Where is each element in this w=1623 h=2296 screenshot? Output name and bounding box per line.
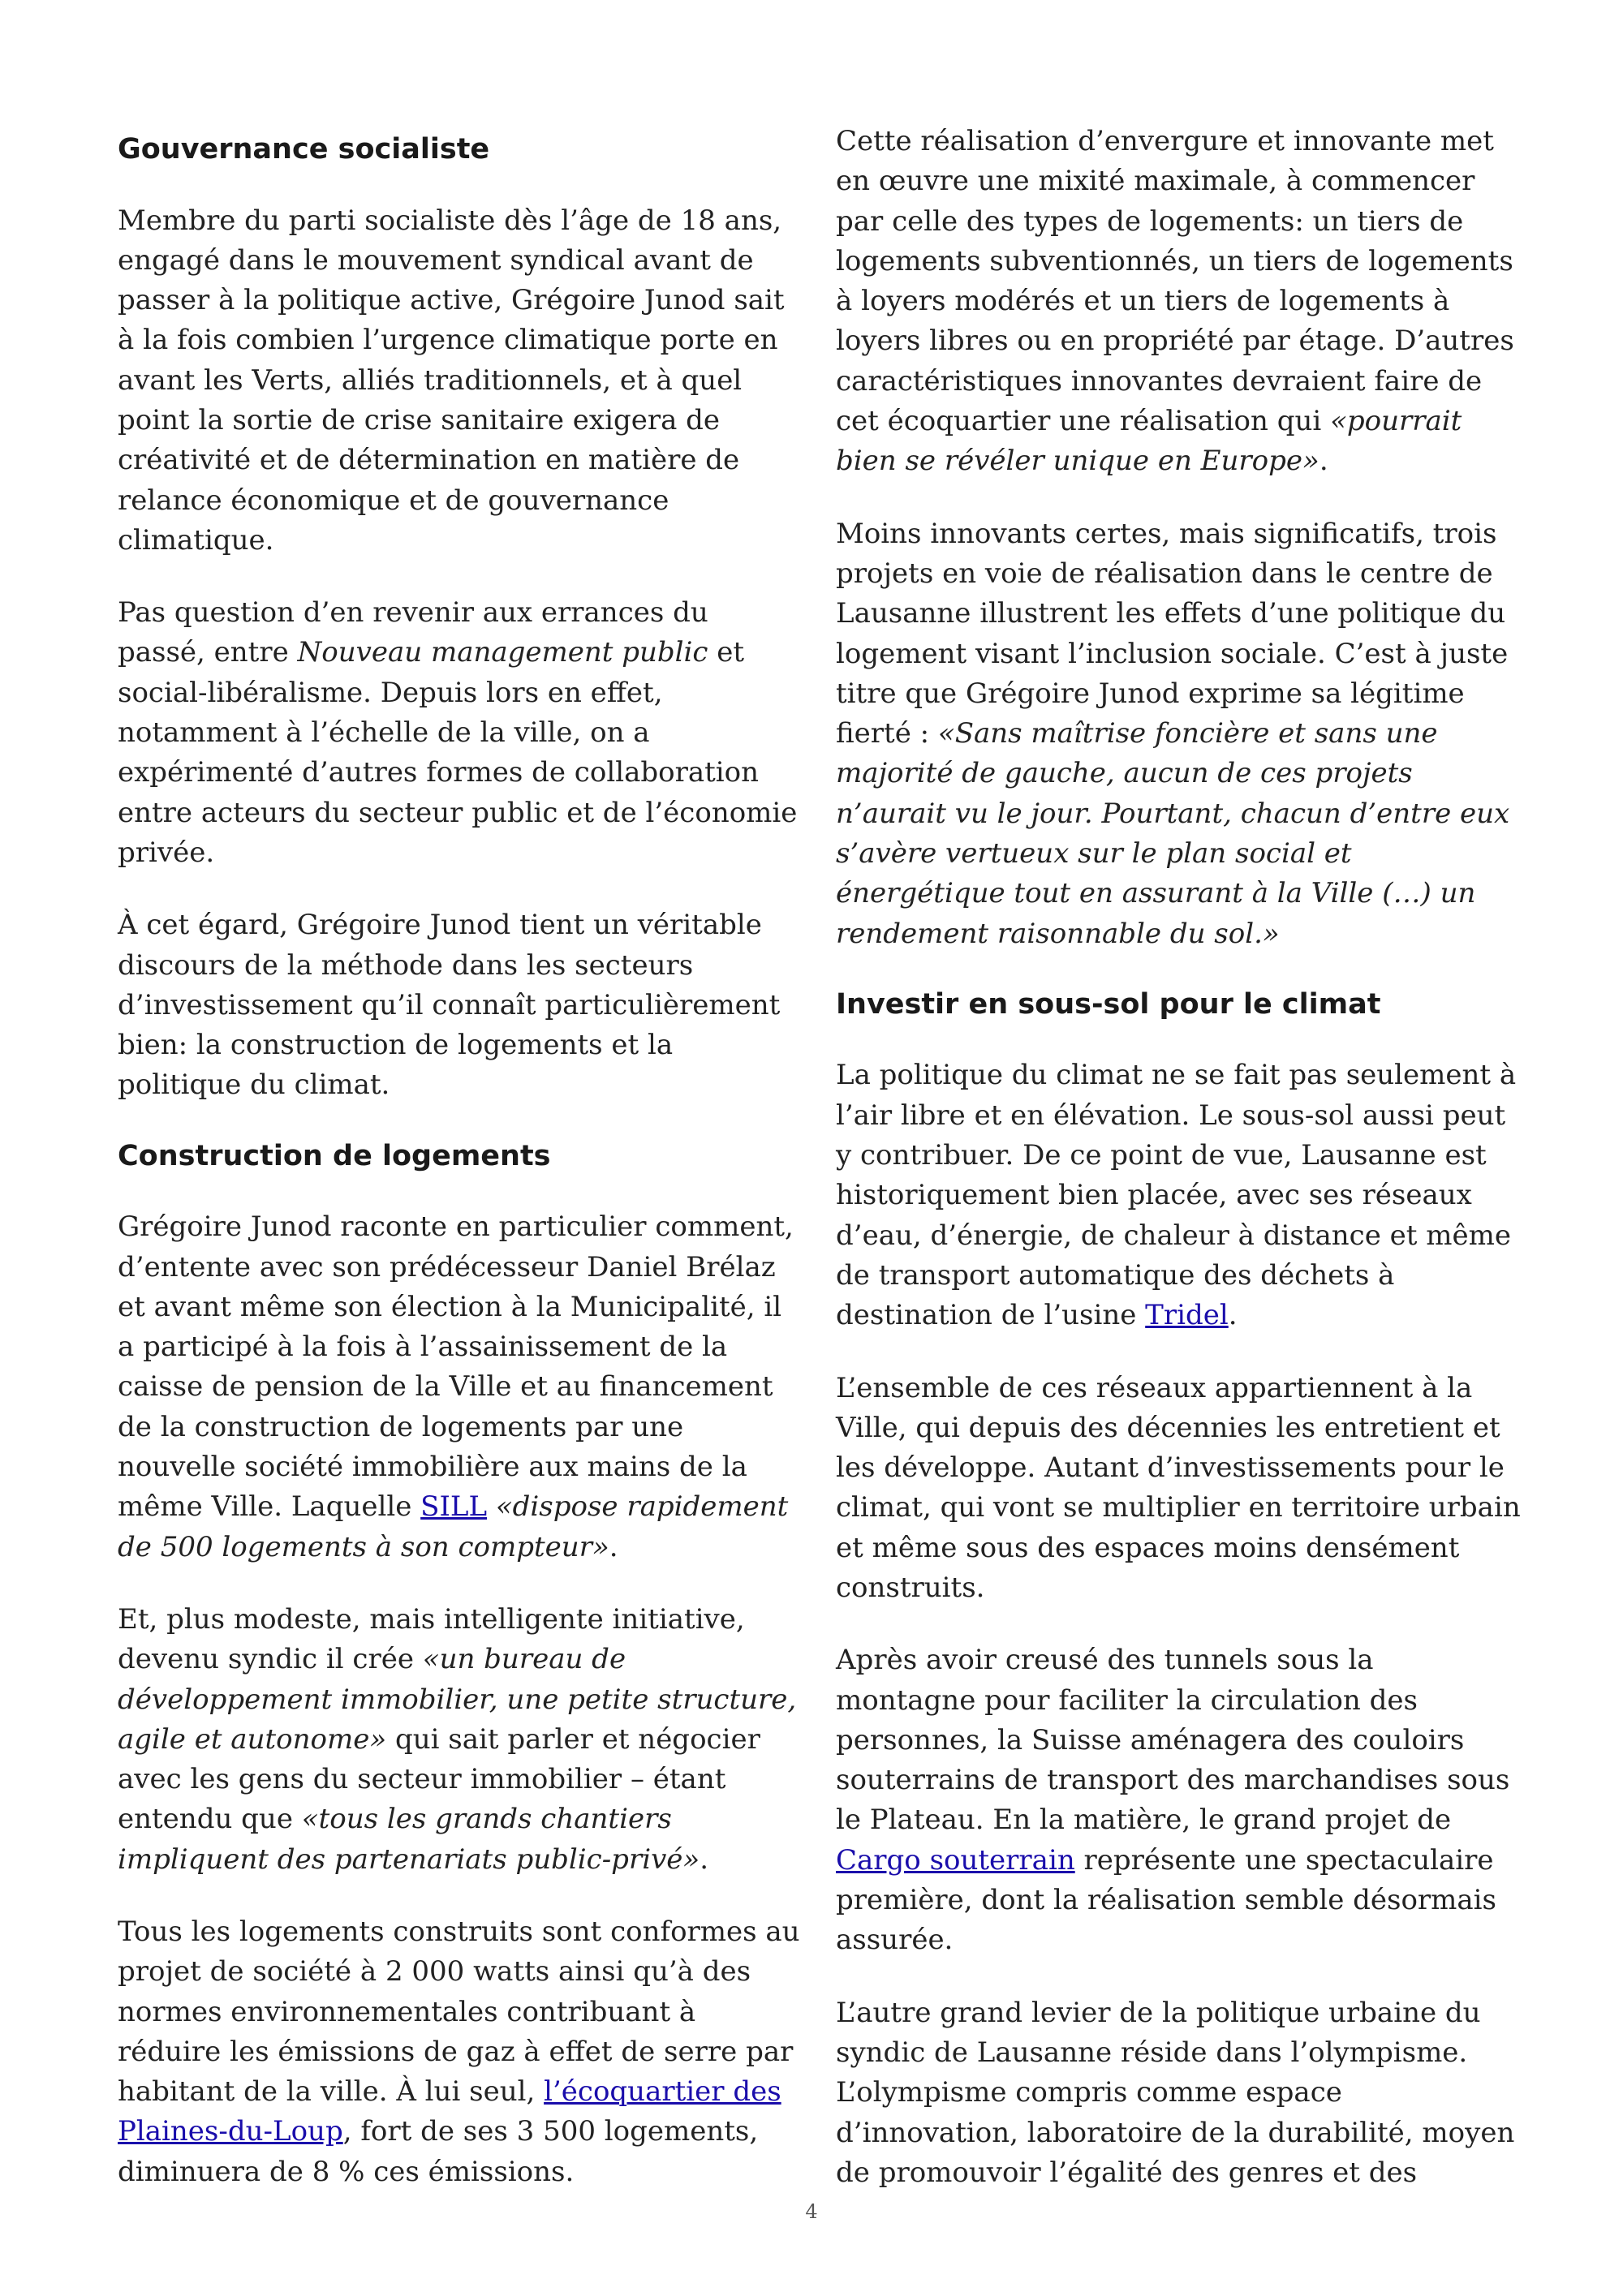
link-tridel[interactable]: Tridel xyxy=(1145,1299,1229,1332)
quote-unique-europe: «pourrait bien se révéler unique en Europe» xyxy=(836,405,1462,478)
text-run: . xyxy=(700,1842,709,1876)
paragraph-olympisme: L’autre grand levier de la politique urbaine du syndic de Lausanne réside dans l’olympisme. L’olympisme compris comme espace d’innovation, laboratoire de la durabilité, moyen de promouvoir l’égalité des genres et des xyxy=(836,1996,1515,2189)
text-run: . xyxy=(609,1530,618,1563)
heading-investir-sous-sol: Investir en sous-sol pour le climat xyxy=(836,987,1381,1021)
text-run: Et, plus modeste, mais intelligente initiative, devenu syndic il crée xyxy=(118,1602,745,1676)
paragraph-tunnels-montagne xyxy=(836,1640,1522,1960)
heading-construction-logements: Construction de logements xyxy=(118,1139,551,1172)
emphasis-nouveau-management: Nouveau management public xyxy=(297,636,708,669)
text-run: Pas question d’en revenir aux errances du passé, entre xyxy=(118,596,708,669)
text-run: La politique du climat ne se fait pas seulement à l’air libre et en élévation. Le sous-sol aussi peut y contribuer. De ce point de vue, Lausanne est historiquement bien placée, avec ses réseaux d’eau, d’énergie, de chaleur à distance et même de transport automatique des déchets à destination de l’usine xyxy=(836,1059,1517,1332)
text-run: Tous les logements construits sont conformes au projet de société à 2 000 watts ainsi qu’à des normes environnementales contribuant à réduire les émissions de gaz à effet de serre par habitant de la ville. À lui seul, xyxy=(118,1915,800,2109)
text-run: qui sait parler et négocier avec les gens du secteur immobilier – étant entendu que xyxy=(118,1722,760,1836)
paragraph-errances-passe xyxy=(118,593,803,873)
text-run: Après avoir creusé des tunnels sous la montagne pour faciliter la circulation des personnes, la Suisse aménagera des couloirs souterrains de transport des marchandises sous le Plateau. En la matière, le grand projet de xyxy=(836,1644,1510,1837)
text-run: représente une spectaculaire première, dont la réalisation semble désormais assurée. xyxy=(836,1843,1497,1957)
paragraph-logements-conformes xyxy=(118,1912,803,2192)
paragraph-membre-parti: Membre du parti socialiste dès l’âge de 18 ans, engagé dans le mouvement syndical avant de passer à la politique active, Grégoire Junod sait à la fois combien l’urgence climatique porte en avant les Verts, alliés traditionnels, et à quel point la sortie de crise sanitaire exigera de créativité et de détermination en matière de relance économique et de gouvernance climatique. xyxy=(118,204,785,557)
paragraph-raconte-comment xyxy=(118,1207,803,1567)
text-run xyxy=(487,1490,496,1523)
text-run: . xyxy=(1228,1299,1238,1332)
page-number: 4 xyxy=(805,2200,818,2223)
quote-maitrise-fonciere: «Sans maîtrise foncière et sans une majorité de gauche, aucun de ces projets n’aurait vu le jour. Pourtant, chacun d’entre eux s’avère vertueux sur le plan social et énergétique tout en assurant à la Ville (…) un rendement raisonnable du sol.» xyxy=(836,717,1510,950)
paragraph-initiative-modeste xyxy=(118,1600,803,1880)
left-column xyxy=(118,122,803,2225)
text-run: Cette réalisation d’envergure et innovante met en œuvre une mixité maximale, à commencer par celle des types de logements: un tiers de logements subventionnés, un tiers de logements à loyers modérés et un tiers de logements à loyers libres ou en propriété par étage. D’autres caractéristiques innovantes devraient faire de cet écoquartier une réalisation qui xyxy=(836,125,1514,438)
heading-gouvernance-socialiste: Gouvernance socialiste xyxy=(118,133,490,166)
paragraph-moins-innovants xyxy=(836,514,1522,954)
link-sill[interactable]: SILL xyxy=(420,1490,488,1524)
text-run: . xyxy=(1319,445,1328,478)
quote-grands-chantiers: «tous les grands chantiers impliquent des partenariats public-privé» xyxy=(118,1803,700,1876)
quote-bureau-developpement: «un bureau de développement immobilier, une petite structure, agile et autonome» xyxy=(118,1643,797,1756)
text-run: , fort de ses 3 500 logements, diminuera de 8 % ces émissions. xyxy=(118,2115,759,2188)
right-column xyxy=(836,122,1522,2225)
link-ecoquartier-plaines-du-loup[interactable]: l’écoquartier des Plaines-du-Loup xyxy=(118,2075,781,2148)
text-run: Grégoire Junod raconte en particulier comment, d’entente avec son prédécesseur Daniel Brélaz et avant même son élection à la Municipalité, il a participé à la fois à l’assainissement de la caisse de pension de la Ville et au financement de la construction de logements par une nouvelle société immobilière aux mains de la même Ville. Laquelle xyxy=(118,1210,794,1524)
paragraph-realisation-envergure xyxy=(836,122,1522,482)
text-run: Moins innovants certes, mais significatifs, trois projets en voie de réalisation dans le centre de Lausanne illustrent les effets d’une politique du logement visant l’inclusion sociale. C’est à juste titre que Grégoire Junod exprime sa légitime fierté : xyxy=(836,517,1509,750)
paragraph-ensemble-reseaux: L’ensemble de ces réseaux appartiennent à la Ville, qui depuis des décennies les entretient et les développe. Autant d’investissements pour le climat, qui vont se multiplier en territoire urbain et même sous des espaces moins densément construits. xyxy=(836,1371,1521,1604)
paragraph-politique-climat xyxy=(836,1056,1522,1335)
paragraph-discours-methode: À cet égard, Grégoire Junod tient un véritable discours de la méthode dans les secteurs d’investissement qu’il connaît particulièrement bien: la construction de logements et la politique du climat. xyxy=(118,909,781,1102)
link-cargo-souterrain[interactable]: Cargo souterrain xyxy=(836,1843,1075,1877)
text-run: et social-libéralisme. Depuis lors en effet, notamment à l’échelle de la ville, on a expérimenté d’autres formes de collaboration entre acteurs du secteur public et de l’économie privée. xyxy=(118,636,798,869)
quote-500-logements: «dispose rapidement de 500 logements à son compteur» xyxy=(118,1490,789,1563)
